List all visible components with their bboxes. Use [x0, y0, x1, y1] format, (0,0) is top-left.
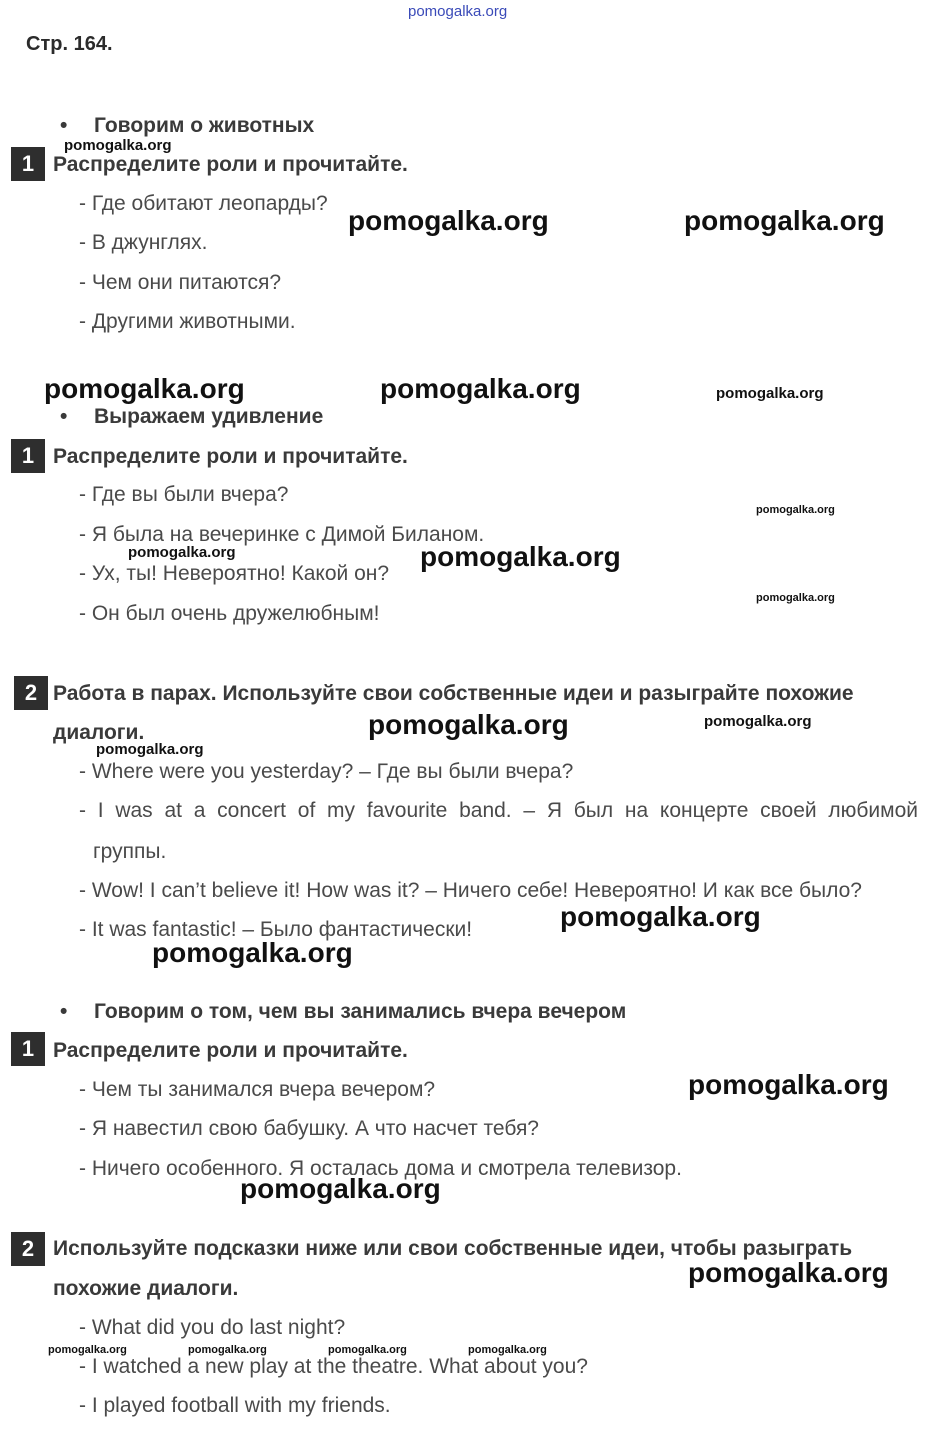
watermark: pomogalka.org — [684, 205, 885, 236]
watermark: pomogalka.org — [420, 541, 621, 572]
dialogue-line: группы. — [93, 840, 167, 863]
page-number: Стр. 164. — [26, 33, 113, 55]
section-heading — [60, 1000, 627, 1024]
dialogue-line: - Он был очень дружелюбным! — [79, 602, 380, 625]
watermark: pomogalka.org — [152, 937, 353, 968]
dialogue-line: - I watched a new play at the theatre. What about you? — [79, 1355, 588, 1378]
watermark: pomogalka.org — [240, 1173, 441, 1204]
dialogue-line: - Я была на вечеринке с Димой Биланом. — [79, 523, 485, 546]
watermark: pomogalka.org — [716, 385, 824, 402]
dialogue-line: - I played football with my friends. — [79, 1394, 391, 1417]
watermark: pomogalka.org — [756, 504, 835, 516]
dialogue-line: - Чем они питаются? — [79, 271, 282, 294]
dialogue-line: - It was fantastic! – Было фантастически! — [79, 918, 473, 941]
dialogue-line: - Where were you yesterday? – Где вы были вчера? — [79, 760, 574, 783]
exercise-task: Работа в парах. Используйте свои собственные идеи и разыграйте похожие — [53, 682, 854, 705]
watermark: pomogalka.org — [688, 1257, 889, 1288]
exercise-number: 1 — [11, 147, 45, 181]
exercise-number: 2 — [11, 1232, 45, 1266]
watermark: pomogalka.org — [368, 709, 569, 740]
bullet-icon: • — [60, 1000, 68, 1023]
watermark: pomogalka.org — [688, 1069, 889, 1100]
watermark: pomogalka.org — [468, 1344, 547, 1356]
watermark: pomogalka.org — [44, 373, 245, 404]
section-heading-text: Выражаем удивление — [94, 405, 324, 428]
watermark: pomogalka.org — [348, 205, 549, 236]
exercise-number: 1 — [11, 439, 45, 473]
dialogue-line: - I was at a concert of my favourite band. – Я был на концерте своей любимой — [79, 799, 918, 822]
dialogue-line: - Чем ты занимался вчера вечером? — [79, 1078, 436, 1101]
watermark: pomogalka.org — [328, 1344, 407, 1356]
watermark: pomogalka.org — [756, 592, 835, 604]
exercise-task: Используйте подсказки ниже или свои собственные идеи, чтобы разыграть — [53, 1237, 853, 1260]
dialogue-line: - Другими животными. — [79, 310, 296, 333]
watermark: pomogalka.org — [48, 1344, 127, 1356]
exercise-task: диалоги. — [53, 721, 145, 744]
dialogue-line: - Где обитают леопарды? — [79, 192, 328, 215]
watermark: pomogalka.org — [560, 901, 761, 932]
watermark: pomogalka.org — [380, 373, 581, 404]
watermark: pomogalka.org — [64, 137, 172, 154]
bullet-icon: • — [60, 405, 68, 428]
dialogue-line: - What did you do last night? — [79, 1316, 346, 1339]
dialogue-line: - Ничего особенного. Я осталась дома и смотрела телевизор. — [79, 1157, 682, 1180]
section-heading-text: Говорим о животных — [94, 114, 315, 137]
dialogue-line: - В джунглях. — [79, 231, 208, 254]
dialogue-line: - Wow! I can’t believe it! How was it? – Ничего себе! Невероятно! И как все было? — [79, 879, 862, 902]
exercise-number: 1 — [11, 1032, 45, 1066]
bullet-icon: • — [60, 114, 68, 137]
exercise-number: 2 — [14, 676, 48, 710]
exercise-task: Распределите роли и прочитайте. — [53, 153, 408, 176]
exercise-task: Распределите роли и прочитайте. — [53, 1039, 408, 1062]
watermark: pomogalka.org — [704, 713, 812, 730]
dialogue-line: - Где вы были вчера? — [79, 483, 289, 506]
exercise-task: похожие диалоги. — [53, 1277, 239, 1300]
watermark: pomogalka.org — [128, 544, 236, 561]
dialogue-line: - Я навестил свою бабушку. А что насчет тебя? — [79, 1117, 539, 1140]
exercise-task: Распределите роли и прочитайте. — [53, 445, 408, 468]
watermark: pomogalka.org — [96, 741, 204, 758]
section-heading — [60, 405, 324, 429]
dialogue-line: - Ух, ты! Невероятно! Какой он? — [79, 562, 390, 585]
watermark: pomogalka.org — [408, 3, 508, 20]
section-heading — [60, 114, 315, 138]
section-heading-text: Говорим о том, чем вы занимались вчера вечером — [94, 1000, 627, 1023]
watermark: pomogalka.org — [188, 1344, 267, 1356]
